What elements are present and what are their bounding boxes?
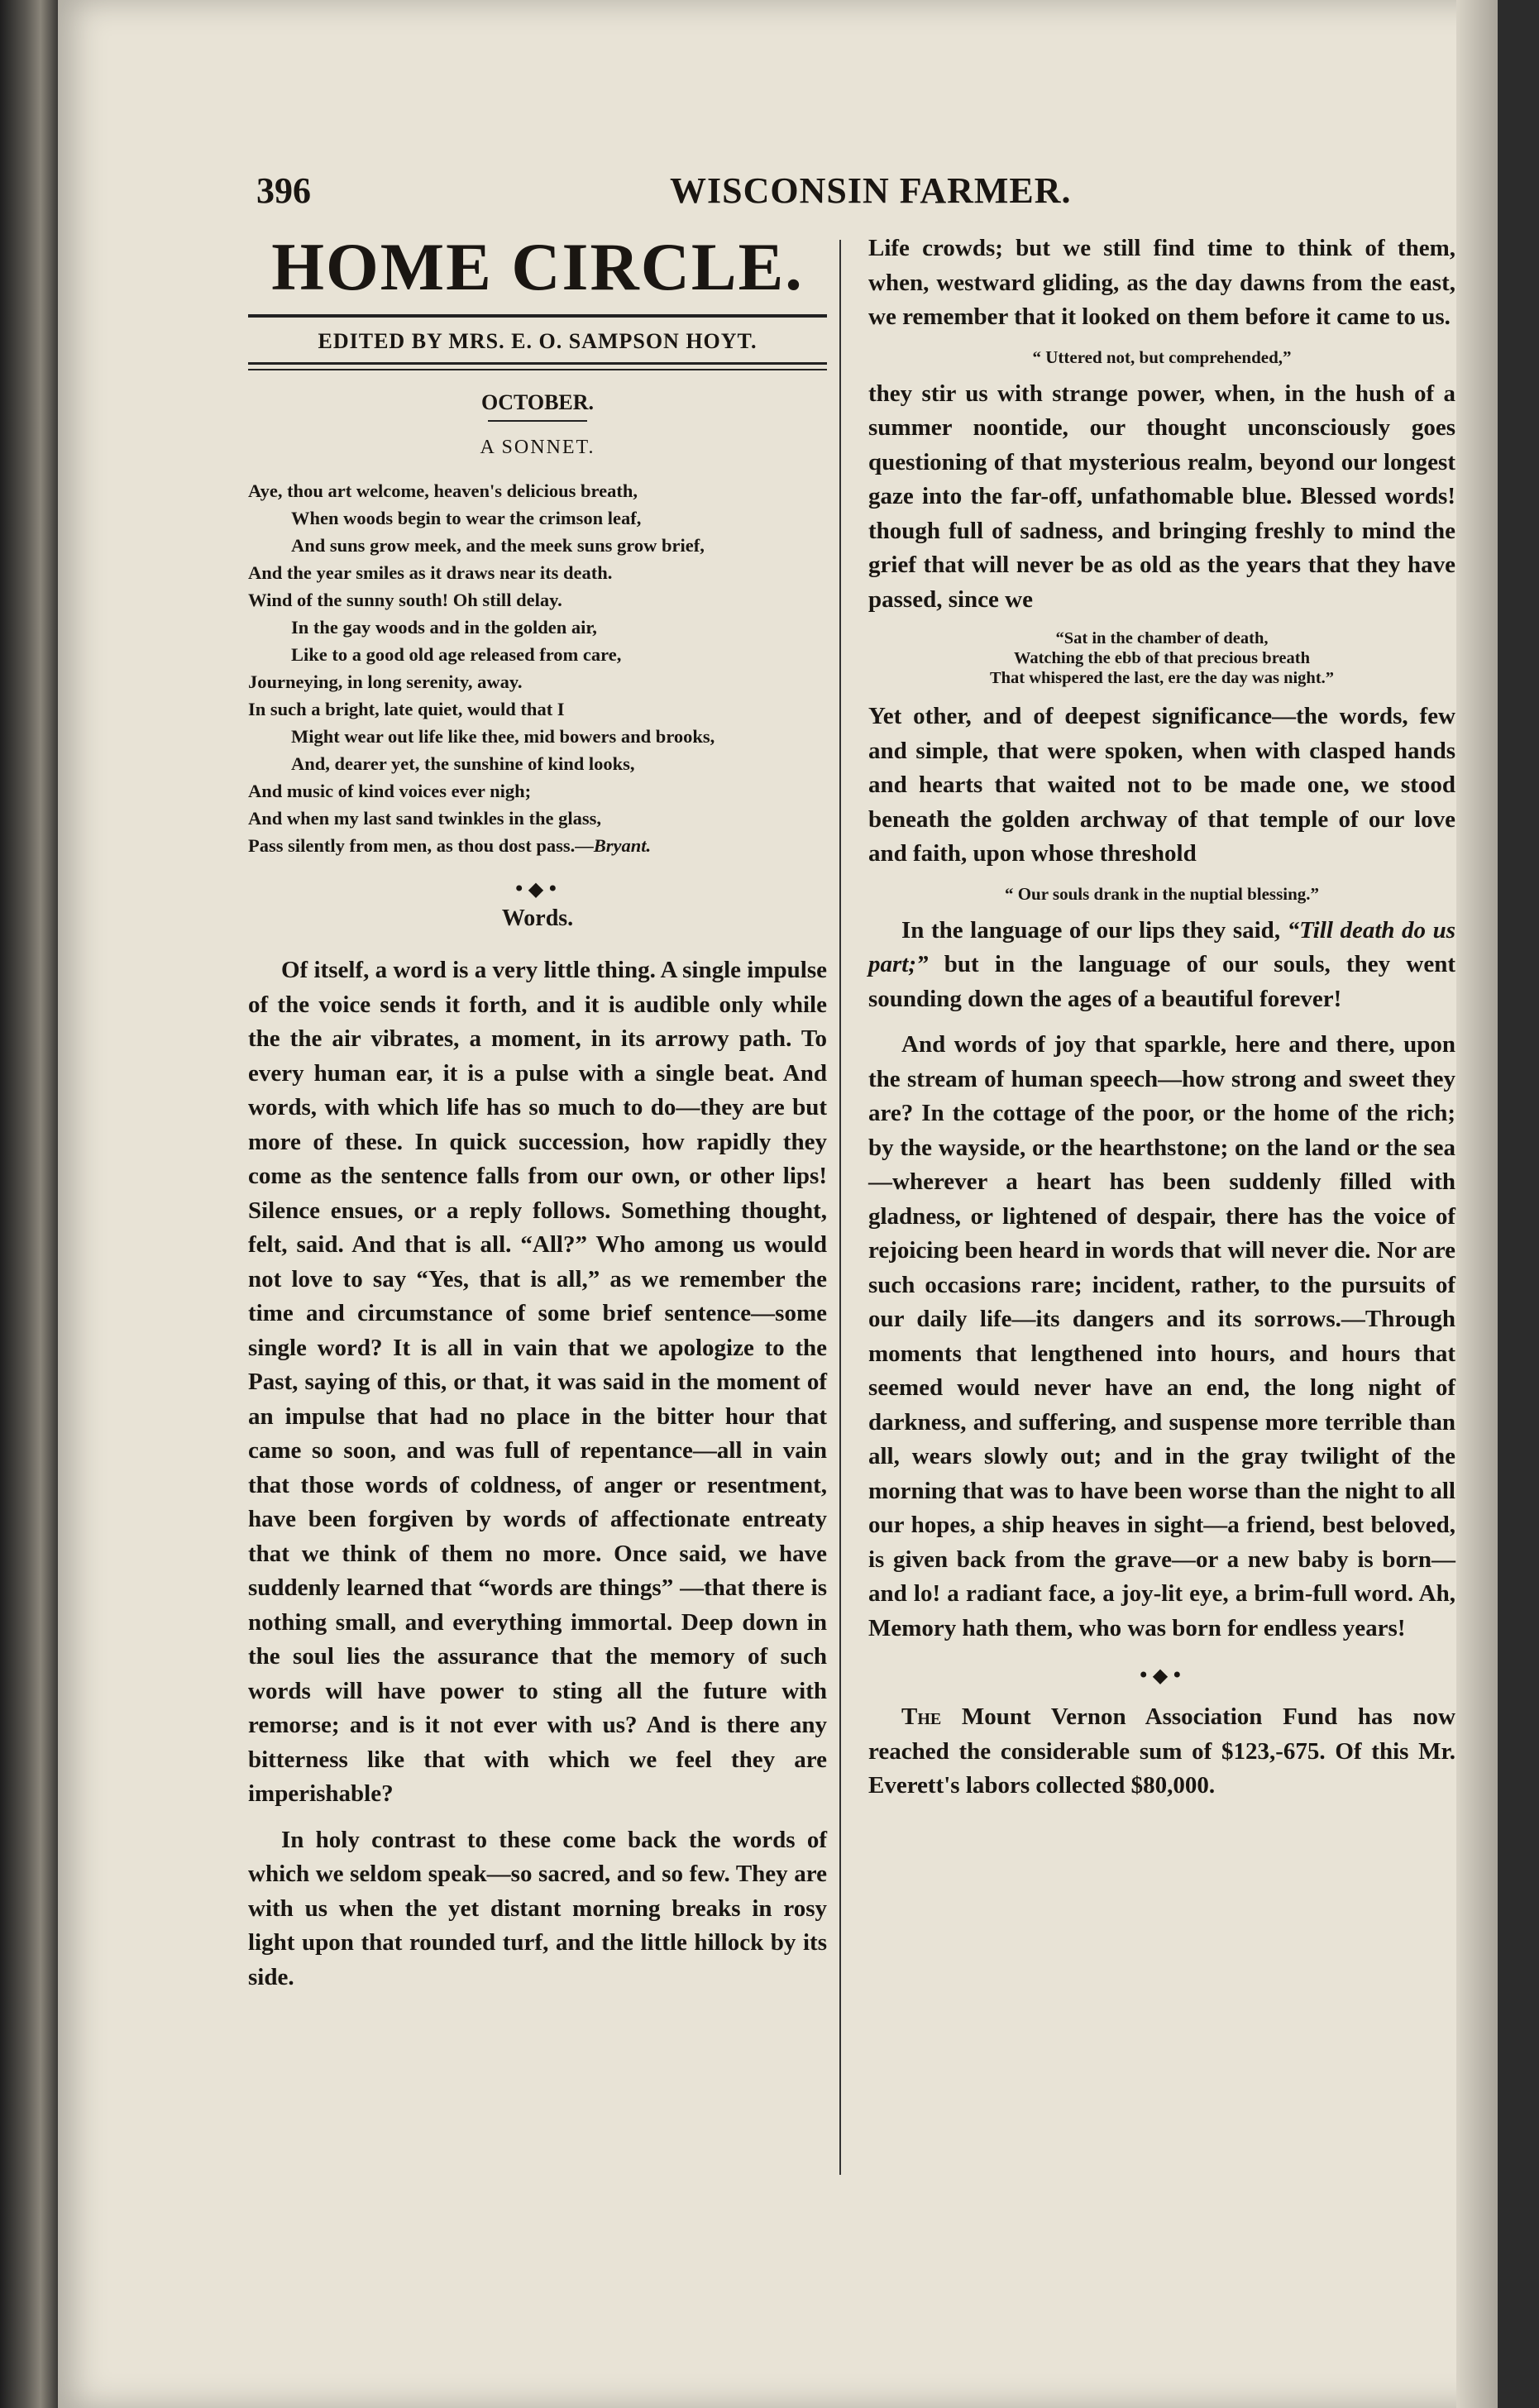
poem-line: When woods begin to wear the crimson leaf, <box>291 508 642 529</box>
poem-line: Journeying, in long serenity, away. <box>248 671 523 693</box>
poem-line-last <box>248 832 827 859</box>
paragraph-text: but in the language of our souls, they went sounding down the ages of a beautiful forever! <box>868 951 1455 1012</box>
poem-line-text: Pass silently from men, as thou dost pass.— <box>248 835 594 857</box>
poem-line: Aye, thou art welcome, heaven's delicious breath, <box>248 480 638 502</box>
ornament-divider: •◆• <box>1137 1664 1187 1687</box>
article-paragraph: Yet other, and of deepest significance—the words, few and simple, that were spoken, when with clasped hands and hearts that waited not to be made one, we stood beneath the golden archway of that temple of our love and faith, upon whose threshold <box>868 703 1455 867</box>
quotation: “ Uttered not, but comprehended,” <box>1032 346 1292 367</box>
page-number: 396 <box>256 170 311 211</box>
quote-line: That whispered the last, ere the day was night.” <box>989 669 1335 687</box>
poem-line: And the year smiles as it draws near its death. <box>248 562 613 584</box>
poem-line: And, dearer yet, the sunshine of kind looks, <box>291 753 635 775</box>
book-binding <box>0 0 58 2408</box>
right-column <box>868 232 1455 1804</box>
poem-line: Like to a good old age released from care, <box>291 644 622 666</box>
quotation: “ Our souls drank in the nuptial blessing.” <box>1004 883 1320 904</box>
column-rule <box>839 240 841 2175</box>
editor-line: EDITED BY MRS. E. O. SAMPSON HOYT. <box>318 329 758 354</box>
poem-body <box>248 477 827 859</box>
page-edge <box>1456 0 1498 2408</box>
poem-title: OCTOBER. <box>480 390 595 415</box>
poem-author: Bryant. <box>593 835 652 857</box>
emphasis-text: “Till death do us part;” <box>868 916 1456 977</box>
left-column <box>248 229 827 2006</box>
quote-line: Watching the ebb of that precious breath <box>1013 649 1310 667</box>
article-paragraph: Life crowds; but we still find time to think of them, when, westward gliding, as the day dawns from the east, we remember that it looked on them before it came to us. <box>868 235 1455 330</box>
title-rule <box>248 314 827 318</box>
article-paragraph: they stir us with strange power, when, in the hush of a summer noontide, our thought unconsciously goes questioning of that mysterious realm, beyond our longest gaze into the far-off, unfathomable blue. Blessed words! though full of sadness, and bringing freshly to mind the grief that will never be as old as the years that they have passed, since we <box>868 380 1455 613</box>
poem-line: In such a bright, late quiet, would that I <box>248 699 565 720</box>
article-paragraph: Of itself, a word is a very little thing. A single impulse of the voice sends it forth, and it is audible only while the the air vibrates, a moment, in its arrowy path. To every human ear, it is a pulse with a single beat. And words, with which life has so much to do—they are but more of these. In quick succession, how rapidly they come as the sentence falls from our own, or other lips! Silence ensues, or a reply follows. Something thought, felt, said. And that is all. “All?” Who among us would not love to say “Yes, that is all,” as we remember the time and circumstance of some brief sentence—some single word? It is all in vain that we apologize to the Past, saying of this, or that, it was said in the moment of an impulse that had no place in the bitter hour that came so soon, and was full of repentance—all in vain that those words of coldness, of anger or resentment, have been forgiven by words of affectionate entreaty that we think of them no more. Once said, we have suddenly learned that “words are things” —that there is nothing small, and everything immortal. Deep down in the soul lies the assurance that the memory of such words will have power to sting all the future with remorse; and is it not ever with us? And is there any bitterness like that with which we feel they are imperishable? <box>248 957 827 1808</box>
poem-line: And suns grow meek, and the meek suns grow brief, <box>291 535 705 557</box>
quotation-block <box>868 628 1455 688</box>
double-rule <box>248 362 827 370</box>
section-title: HOME CIRCLE. <box>271 229 804 304</box>
news-text: Mount Vernon Association Fund has now reached the considerable sum of $123,-675. Of this Mr. Everett's labors collected $80,000. <box>868 1703 1455 1799</box>
poem-line: And when my last sand twinkles in the glass, <box>248 808 601 829</box>
poem-title-rule <box>488 420 587 422</box>
news-item <box>868 1700 1455 1804</box>
ornament-divider: •◆• <box>513 877 562 901</box>
poem-line: In the gay woods and in the golden air, <box>291 617 597 638</box>
poem-line: Wind of the sunny south! Oh still delay. <box>248 590 562 611</box>
paragraph-text: In the language of our lips they said, <box>901 916 1288 944</box>
article-paragraph: In holy contrast to these come back the words of which we seldom speak—so sacred, and so few. They are with us when the yet distant morning breaks in rosy light upon that rounded turf, and the little hillock by its side. <box>248 1826 827 1990</box>
poem-line: Might wear out life like thee, mid bowers and brooks, <box>291 726 715 748</box>
article-title: Words. <box>501 905 574 932</box>
article-paragraph: And words of joy that sparkle, here and there, upon the stream of human speech—how strong and sweet they are? In the cottage of the poor, or the home of the rich; by the wayside, or the hearthstone; on the land or the sea—wherever a heart has been suddenly filled with gladness, or lightened of despair, there has the voice of rejoicing been heard in words that will never die. Nor are such occasions rare; incident, rather, to the pursuits of our daily life—its dangers and its sorrows.—Through moments that lengthened into hours, and hours that seemed would never have an end, the long night of darkness, and suffering, and suspense more terrible than all, wears slowly out; and in the gray twilight of the morning that was to have been worse than the night to all our hopes, a ship heaves in sight—a friend, best beloved, is given back from the grave—or a new baby is born—and lo! a radiant face, a joy-lit eye, a brim-full word. Ah, Memory hath them, who was born for endless years! <box>868 1031 1455 1641</box>
article-paragraph <box>868 914 1455 1017</box>
news-lead: The <box>901 1703 942 1730</box>
poem-line: And music of kind voices ever nigh; <box>248 781 532 802</box>
poem-subtitle: A SONNET. <box>480 437 595 459</box>
journal-title: WISCONSIN FARMER. <box>670 170 1072 211</box>
quote-line: “Sat in the chamber of death, <box>1055 629 1269 647</box>
